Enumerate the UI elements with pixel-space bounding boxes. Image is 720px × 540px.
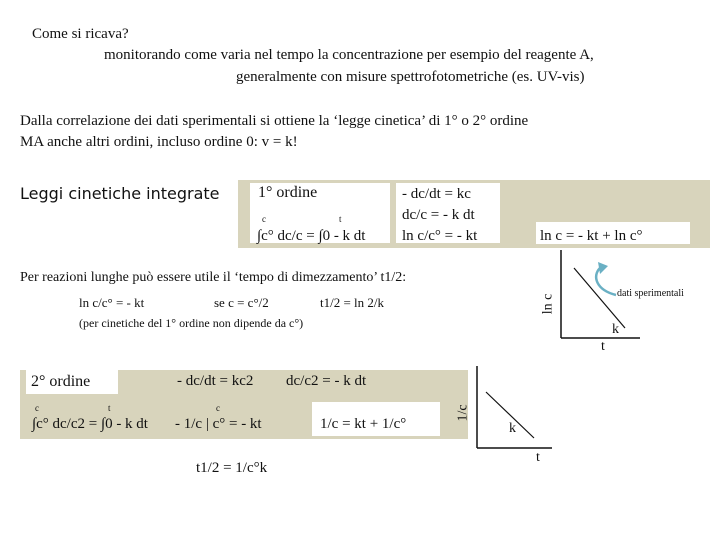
- half-life-eq-mid: se c = c°/2: [214, 295, 269, 310]
- second-order-upper-t: t: [108, 403, 111, 413]
- half-life-eq-left: ln c/c° = - kt: [79, 295, 145, 310]
- graph1-ylabel: ln c: [540, 293, 556, 315]
- graph2-slope-label: k: [509, 421, 516, 436]
- graph2-xlabel: t: [536, 450, 540, 465]
- half-life-intro: Per reazioni lunghe può essere utile il ‘tempo di dimezzamento’ t1/2:: [20, 270, 407, 285]
- graph1-annotation: dati sperimentali: [617, 288, 684, 299]
- second-order-label: 2° ordine: [31, 373, 91, 390]
- intro-line-1: Dalla correlazione dei dati sperimentali si ottiene la ‘legge cinetica’ di 1° o 2° ordine: [20, 113, 529, 129]
- first-order-rate-eq: - dc/dt = kc: [402, 186, 471, 202]
- first-order-integral: ∫c° dc/c = ∫0 - k dt: [257, 228, 366, 244]
- integral-upper-c: c: [262, 214, 266, 224]
- graph1-xlabel: t: [601, 339, 605, 354]
- first-order-sep-eq: dc/c = - k dt: [402, 207, 475, 223]
- second-order-eval-eq: - 1/c | c° = - kt: [175, 416, 262, 432]
- half-life-eq-right: t1/2 = ln 2/k: [320, 295, 385, 310]
- integral-upper-t: t: [339, 214, 342, 224]
- second-order-sep-eq: dc/c2 = - k dt: [286, 373, 367, 389]
- second-order-linear-eq: 1/c = kt + 1/c°: [320, 416, 407, 432]
- graph1-arrowhead: [598, 262, 608, 274]
- half-life-note: (per cinetiche del 1° ordine non dipende da c°): [79, 316, 304, 330]
- graph1-arrow: [596, 268, 616, 295]
- second-order-upper-c: c: [35, 403, 39, 413]
- second-order-integral: ∫c° dc/c2 = ∫0 - k dt: [32, 416, 148, 432]
- first-order-label: 1° ordine: [258, 184, 318, 201]
- section-title: Leggi cinetiche integrate: [20, 184, 220, 203]
- graph2-ylabel: 1/c: [455, 404, 471, 422]
- second-order-half-life: t1/2 = 1/c°k: [196, 460, 268, 476]
- header-line-1: Come si ricava?: [32, 26, 129, 42]
- graph1-slope-label: k: [612, 322, 619, 337]
- header-line-3: generalmente con misure spettrofotometriche (es. UV-vis): [236, 69, 585, 85]
- intro-line-2: MA anche altri ordini, incluso ordine 0: v = k!: [20, 134, 298, 150]
- second-order-rate-eq: - dc/dt = kc2: [177, 373, 254, 389]
- first-order-log-eq: ln c/c° = - kt: [402, 228, 478, 244]
- first-order-linear-eq: ln c = - kt + ln c°: [540, 228, 643, 244]
- second-order-upper-c2: c: [216, 403, 220, 413]
- header-line-2: monitorando come varia nel tempo la concentrazione per esempio del reagente A,: [104, 47, 594, 63]
